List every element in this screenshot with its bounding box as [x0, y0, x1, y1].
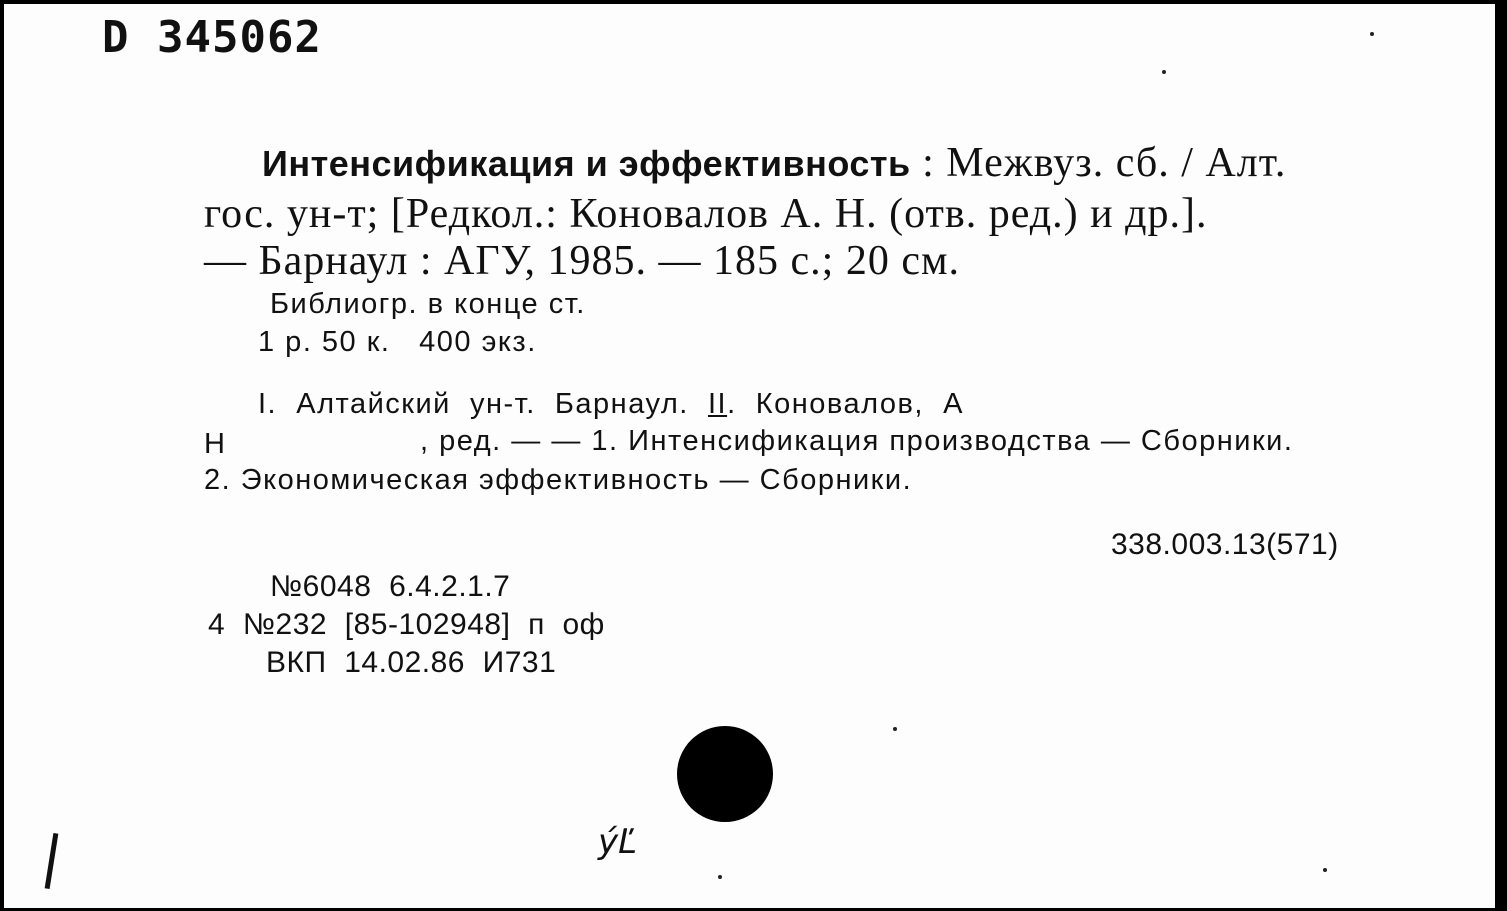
- bibliography-note: Библиогр. в конце ст.: [270, 288, 586, 320]
- card-border-right: [1495, 0, 1507, 911]
- udc-number: 338.003.13(571): [1111, 528, 1339, 561]
- title-line: [262, 142, 1286, 184]
- tracing-line-3: 2. Экономическая эффективность — Сборники.: [204, 464, 913, 496]
- speck: [1370, 32, 1374, 36]
- card-border-left: [0, 0, 4, 911]
- tracing-initial: Н: [204, 428, 227, 460]
- call-number: D 345062: [102, 12, 322, 63]
- card-border-top: [0, 0, 1507, 4]
- tracing-roman-ii: II: [707, 388, 728, 420]
- pencil-slash-mark: [45, 833, 59, 889]
- publication-line: — Барнаул : АГУ, 1985. — 185 с.; 20 см.: [204, 238, 961, 284]
- speck: [893, 727, 897, 731]
- book-title: Интенсификация и эффективность: [262, 143, 911, 184]
- record-number-line-3: ВКП 14.02.86 И731: [266, 646, 557, 679]
- responsibility-line: гос. ун-т; [Редкол.: Коновалов А. Н. (отв. ред.) и др.].: [204, 191, 1208, 237]
- price-note: 1 р. 50 к. 400 экз.: [258, 326, 537, 358]
- record-number-line-1: №6048 6.4.2.1.7: [270, 570, 511, 603]
- punched-hole: [677, 726, 773, 822]
- handwritten-mark: ýĽ: [598, 822, 638, 862]
- speck: [718, 875, 722, 879]
- record-number-line-2: 4 №232 [85-102948] п оф: [208, 608, 605, 641]
- tracing-line-2: , ред. — — 1. Интенсификация производства — Сборники.: [420, 425, 1294, 457]
- tracing-part-2: . Коновалов, А: [727, 388, 964, 420]
- tracing-line-1: [258, 390, 964, 419]
- tracing-part-1: I. Алтайский ун-т. Барнаул.: [258, 388, 708, 420]
- speck: [1323, 868, 1327, 872]
- speck: [1162, 70, 1166, 74]
- title-statement: : Межвуз. сб. / Алт.: [910, 140, 1287, 186]
